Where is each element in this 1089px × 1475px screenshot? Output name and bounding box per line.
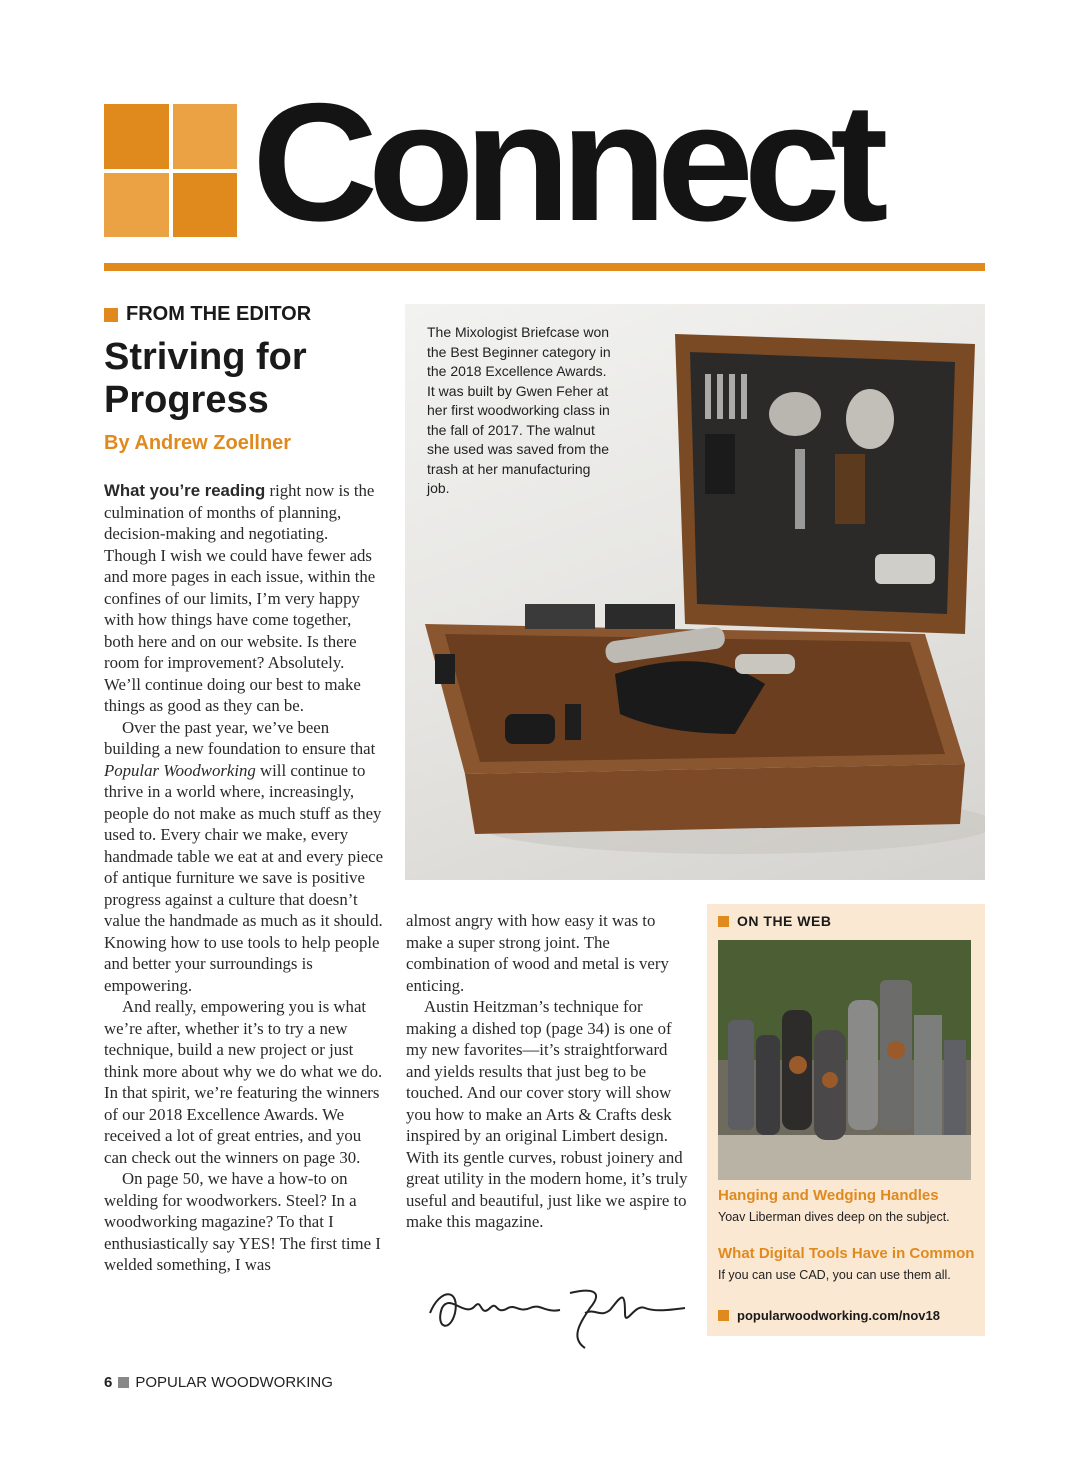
header-rule [104,263,985,271]
hammers-photo [718,940,971,1180]
square-bullet-icon [718,916,729,927]
paragraph-1: What you’re reading right now is the culmination of months of planning, decision-making and negotiating. Though I wish we could have fewer ads and more pages in each issue, within the confines of our limits, I’m very happy with how things have come together, both here and on our website. Is there room for improvement? Absolutely. We’ll continue doing our best to make things as good as they can be. [104,481,376,715]
page-title: Connect [252,68,879,256]
section-label [104,303,311,326]
section-label-text: FROM THE EDITOR [126,303,312,325]
hammers-illustration [718,940,971,1180]
on-the-web-label: ON THE WEB [718,913,831,929]
page-footer [104,1374,333,1391]
publication-name: Popular Woodworking [104,760,256,780]
publication-footer: POPULAR WOODWORKING [135,1374,333,1391]
square-bullet-icon [718,1310,729,1321]
page-number: 6 [104,1374,113,1391]
square-bullet-icon [104,308,118,322]
article-byline: By Andrew Zoellner [104,432,292,454]
paragraph-2: Over the past year, we’ve been building a new foundation to ensure that Popular Woodworking will continue to thrive in a world where, increasingly, people do not make as much stuff as they used to. Every chair we make, every handmade table we eat at and every piece of antique furniture we save is positive progress against a culture that doesn’t value the handmade as much as it should. Knowing how to use tools to help people and better your surroundings is empowering. [104,717,384,995]
article-headline: Striving for Progress [104,336,307,421]
web-link-desc-1: Yoav Liberman dives deep on the subject. [718,1210,950,1224]
paragraph-4: On page 50, we have a how-to on welding for woodworkers. Steel? In a woodworking magazine? To that I enthusiastically say YES! The first time I welded something, I was [104,1169,381,1274]
square-bullet-icon [118,1377,129,1388]
web-link-title-1[interactable]: Hanging and Wedging Handles [718,1187,939,1204]
lead-in: What you’re reading [104,481,266,500]
web-link-desc-2: If you can use CAD, you can use them all. [718,1268,951,1282]
paragraph-5: almost angry with how easy it was to make a super strong joint. The combination of wood and metal is very enticing. [406,911,669,995]
logo-squares [104,104,237,237]
web-url-text[interactable]: popularwoodworking.com/nov18 [737,1308,940,1323]
paragraph-6: Austin Heitzman’s technique for making a dished top (page 34) is one of my new favorites—it’s straightforward and yields results that just beg to be touched. And our cover story will show you how to make an Arts & Crafts desk inspired by an original Limbert design. With its gentle curves, robust joinery and great utility in the modern home, it’s truly useful and beautiful, just like we aspire to make this magazine. [406,997,688,1231]
author-signature [420,1268,690,1363]
web-url[interactable] [718,1308,940,1323]
article-column-middle [406,910,688,1233]
article-column-left [104,480,384,1276]
signature-graphic [420,1268,690,1358]
paragraph-3: And really, empowering you is what we’re after, whether it’s to try a new technique, build a new project or just think more about why we do what we do. In that spirit, we’re featuring the winners of our 2018 Excellence Awards. We received a lot of great entries, and you can check out the winners on page 30. [104,997,383,1167]
web-link-title-2[interactable]: What Digital Tools Have in Common [718,1245,975,1262]
photo-caption: The Mixologist Briefcase won the Best Beginner category in the 2018 Excellence Awards. It was built by Gwen Feher at her first woodworking class in the fall of 2017. The walnut she used was saved from the trash at her manufacturing job. [427,324,611,496]
